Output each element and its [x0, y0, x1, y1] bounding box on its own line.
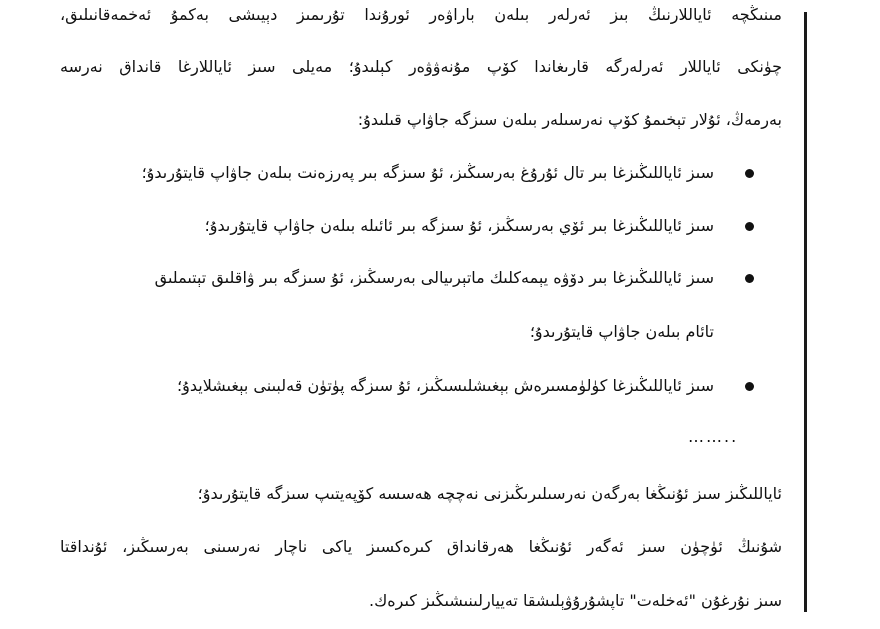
bullet-dot-icon: [745, 382, 754, 391]
ellipsis-marker: ……..: [688, 427, 739, 446]
paragraph-1-line-1: مىنىڭچە ئاياللارنىڭ بىز ئەرلەر بىلەن باراۋەر ئورۇندا تۇرىمىز دېيىشى بەكمۇ ئەخمەقانىلىق،: [60, 5, 782, 24]
bullet-item-4-text: سىز ئاياللىڭىزغا كۈلۈمسىرەش بېغىشلىسىڭىز، ئۇ سىزگە پۈتۈن قەلبىنى بېغىشلايدۇ؛: [177, 376, 714, 395]
bullet-item-1: [60, 160, 782, 186]
paragraph-2-line-3: سىز نۇرغۇن "ئەخلەت" تاپشۇرۇۋېلىشقا تەييارلىنىشىڭىز كىرەك.: [368, 591, 782, 610]
bullet-item-1-text: سىز ئاياللىڭىزغا بىر تال ئۇرۇغ بەرسىڭىز، ئۇ سىزگە بىر پەرزەنت بىلەن جاۋاپ قايتۇرىدۇ؛: [141, 163, 714, 182]
bullet-item-3: [60, 265, 782, 291]
paragraph-2-line-2: شۇنىڭ ئۈچۈن سىز ئەگەر ئۇنىڭغا ھەرقانداق كىرەكسىز ياكى ناچار نەرسىنى بەرسىڭىز، ئۇنداقتا: [60, 537, 782, 556]
bullet-item-4: [60, 373, 782, 399]
paragraph-2-line-1: ئاياللىڭىز سىز ئۇنىڭغا بەرگەن نەرسىلىرىڭىزنى نەچچە ھەسسە كۆپەيتىپ سىزگە قايتۇرىدۇ؛: [197, 484, 782, 503]
bullet-item-3-continuation: [60, 319, 782, 345]
paragraph-1-line-2: چۈنكى ئاياللار ئەرلەرگە قارىغاندا كۆپ مۇنەۋۋەر كېلىدۇ؛ مەيلى سىز ئاياللارغا قانداق نەرسە: [60, 57, 782, 76]
bullet-item-3-text-line-2: تائام بىلەن جاۋاپ قايتۇرىدۇ؛: [529, 322, 714, 341]
bullet-dot-icon: [745, 274, 754, 283]
bullet-item-2-text: سىز ئاياللىڭىزغا بىر ئۆي بەرسىڭىز، ئۇ سىزگە بىر ئائىلە بىلەن جاۋاپ قايتۇرىدۇ؛: [204, 216, 714, 235]
bullet-dot-icon: [745, 169, 754, 178]
vertical-margin-rule: [804, 12, 807, 612]
bullet-dot-icon: [745, 222, 754, 231]
bullet-item-3-text: سىز ئاياللىڭىزغا بىر دۆۋە يېمەكلىك ماتېرىيالى بەرسىڭىز، ئۇ سىزگە بىر ۋاقلىق تېتىملىق: [154, 268, 714, 287]
bullet-item-2: [60, 213, 782, 239]
paragraph-1-line-3: بەرمەڭ، ئۇلار تېخىمۇ كۆپ نەرسىلەر بىلەن سىزگە جاۋاپ قىلىدۇ:: [357, 110, 782, 129]
